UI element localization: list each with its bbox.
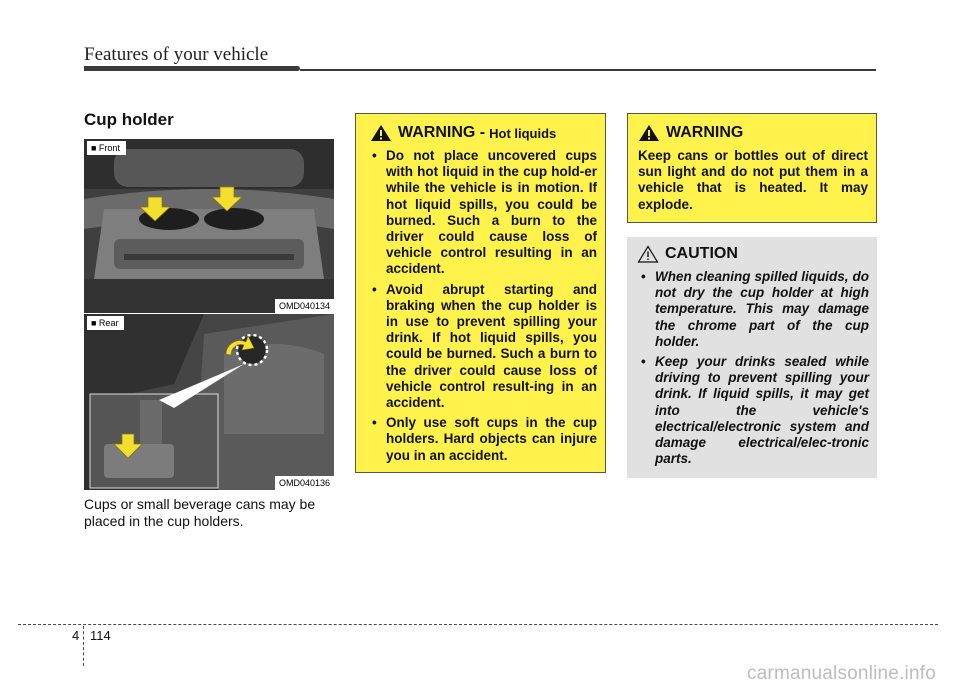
warning-hot-item: • Do not place uncovered cups with hot liquid in the cup hold-er while the vehicle is in motion. If hot liquid spills, you could be burned. Such a burn to the driver could cause loss of vehicle control resulting in an accident. (370, 148, 597, 278)
callout-icon (84, 314, 334, 490)
warning-hot-liquids-box (355, 113, 606, 473)
caution-heading (637, 245, 869, 263)
header-title: Features of your vehicle (84, 44, 269, 65)
warning-triangle-icon (370, 124, 392, 142)
front-image-tag: ■ Front (87, 141, 126, 155)
warning-hot-liquids-heading (370, 124, 597, 142)
caution-triangle-icon (637, 245, 659, 263)
warning-hot-liquids-title: WARNING - (398, 124, 486, 141)
caution-title: CAUTION (665, 245, 738, 262)
footer-vertical-divider (83, 626, 84, 666)
warning-triangle-icon (638, 124, 660, 142)
watermark: carmanualsonline.info (746, 663, 936, 684)
page-number: 114 (90, 628, 111, 643)
header-rule-thick (84, 66, 300, 71)
warning-hot-liquids-subtitle: Hot liquids (489, 125, 557, 141)
chapter-number: 4 (72, 628, 80, 643)
section-title: Cup holder (84, 110, 174, 129)
section-body: Cups or small beverage cans may be placed in the cup holders. (84, 496, 316, 529)
warning-hot-item: • Avoid abrupt starting and braking when the cup holder is in use to prevent spilling your drink. If hot liquid spills, you could be burned. Such a burn to the driver could cause loss of vehicle control result-ing in an accident. (370, 282, 597, 412)
warning-cans-title: WARNING (666, 124, 744, 141)
rear-image-code: OMD040136 (275, 476, 334, 490)
caution-item: • Keep your drinks sealed while driving to prevent spilling your drink. If liquid spills, it may get into the vehicle's electrical/electronic system and damage electrical/elec-tronic parts. (637, 354, 869, 467)
rear-image-tag: ■ Rear (87, 316, 124, 330)
header-rule-thin (300, 69, 876, 71)
rear-cup-holder-image (84, 313, 334, 490)
warning-hot-item: • Only use soft cups in the cup holders. Hard objects can injure you in an accident. (370, 415, 597, 464)
warning-cans-text: Keep cans or bottles out of direct sun light and do not put them in a vehicle that is heated. It may explode. (638, 148, 868, 212)
footer-divider (18, 624, 938, 625)
caution-box (627, 237, 877, 478)
warning-cans-heading (638, 124, 868, 142)
front-image-code: OMD040134 (275, 299, 334, 313)
warning-cans-box (627, 113, 877, 223)
caution-item: • When cleaning spilled liquids, do not dry the cup holder at high temperature. This may damage the chrome part of the cup holder. (637, 269, 869, 350)
arrow-down-icon (84, 139, 334, 313)
front-cup-holder-image (84, 139, 334, 313)
